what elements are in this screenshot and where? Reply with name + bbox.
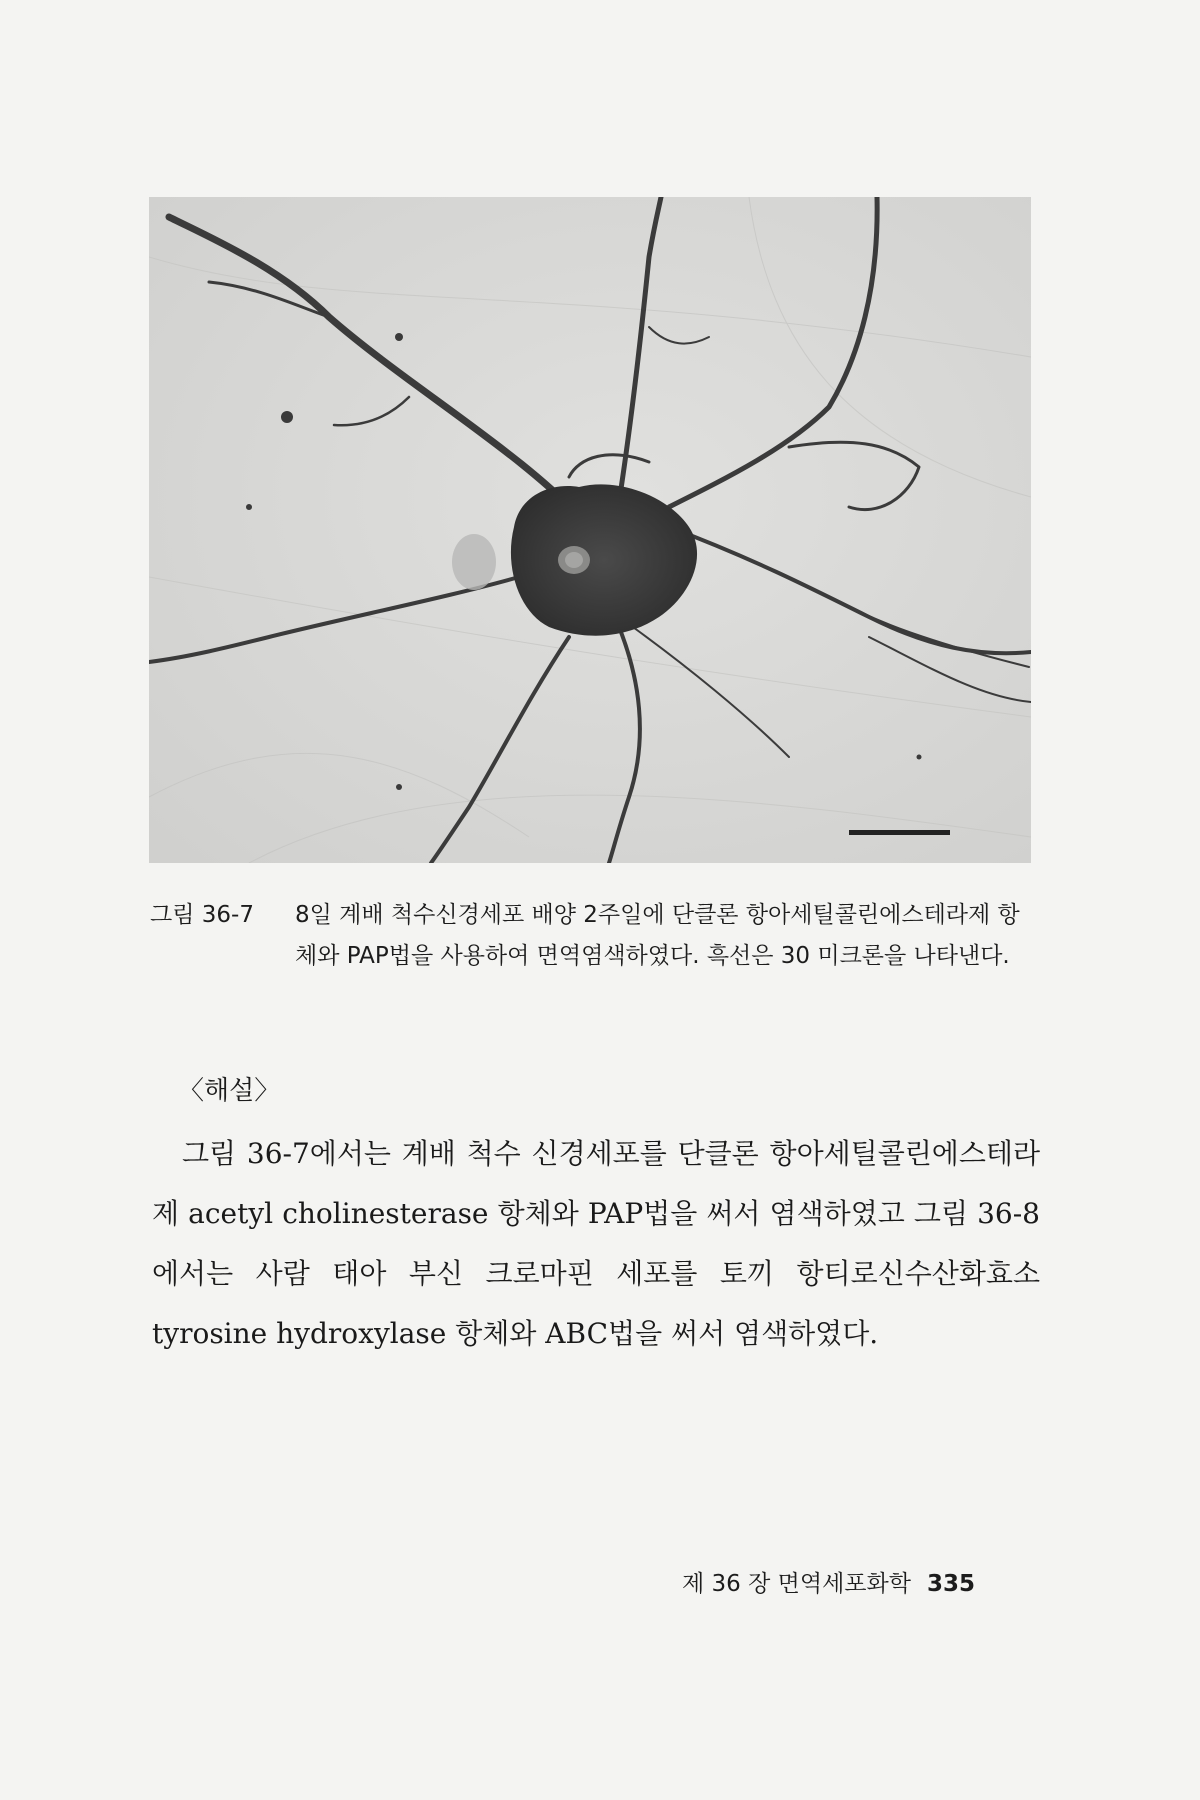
neuron-micrograph	[149, 197, 1031, 863]
figure-label: 그림 36-7	[150, 902, 254, 928]
running-footer	[682, 1565, 975, 1598]
figure-caption-text: 8일 계배 척수신경세포 배양 2주일에 단클론 항아세틸콜린에스테라제 항체와 PAP법을 사용하여 면역염색하였다. 흑선은 30 미크론을 나타낸다.	[295, 902, 1020, 969]
page-number: 335	[926, 1571, 975, 1597]
chapter-title: 제 36 장 면역세포화학	[682, 1571, 911, 1597]
body-paragraph	[152, 1124, 1040, 1364]
section-heading: 〈해설〉	[178, 1076, 281, 1106]
paragraph-text: 그림 36-7에서는 계배 척수 신경세포를 단클론 항아세틸콜린에스테라제 acetyl cholinesterase 항체와 PAP법을 써서 염색하였고 그림 36-8에서는 사람 태아 부신 크로마핀 세포를 토끼 항티로신수산화효소 tyrosine hydroxylase 항체와 ABC법을 써서 염색하였다.	[152, 1137, 1040, 1350]
